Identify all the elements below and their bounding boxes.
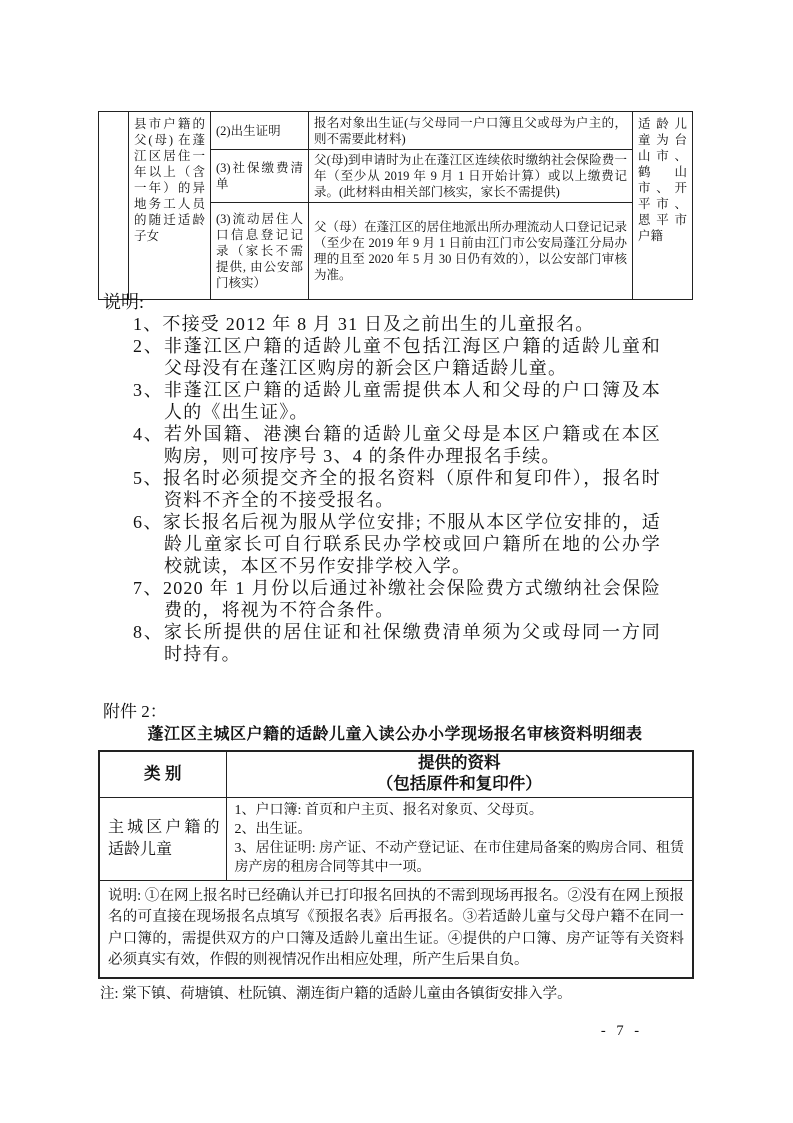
requirement-cell: 报名对象出生证(与父母同一户口簿且父或母为户主的，则不需要此材料) xyxy=(309,112,633,150)
note-item: 7、2020 年 1 月份以后通过补缴社会保险费方式缴纳社会保险费的，将视为不符合条件。 xyxy=(133,578,661,620)
footnote: 注: 棠下镇、荷塘镇、杜阮镇、潮连街户籍的适龄儿童由各镇街安排入学。 xyxy=(100,985,572,1002)
materials-header-line1: 提供的资料 xyxy=(418,754,501,773)
requirement-cell: 父(母)到申请时为止在蓬江区连续依时缴纳社会保险费一年（至少从 2019 年 9 月 1 日开始计算）或以上缴费记录。(此材料由相关部门核实，家长不需提供) xyxy=(309,150,633,203)
material-item: 1、户口簿: 首页和户主页、报名对象页、父母页。 xyxy=(234,802,543,818)
note-item: 1、不接受 2012 年 8 月 31 日及之前出生的儿童报名。 xyxy=(133,314,595,334)
attachment-section xyxy=(98,701,692,1004)
note-item: 4、若外国籍、港澳台籍的适龄儿童父母是本区户籍或在本区购房，则可按序号 3、4 的条件办理报名手续。 xyxy=(133,424,661,466)
material-cell: (2)出生证明 xyxy=(211,112,309,150)
note-item: 8、家长所提供的居住证和社保缴费清单须为父或母同一方同时持有。 xyxy=(133,622,661,664)
materials-header-cell xyxy=(226,751,693,797)
notes-section xyxy=(103,291,665,665)
note-item: 5、报名时必须提交齐全的报名资料（原件和复印件），报名时资料不齐全的不接受报名。 xyxy=(133,468,661,510)
requirement-cell: 父（母）在蓬江区的居住地派出所办理流动人口登记记录（至少在 2019 年 9 月 1 日前由江门市公安局蓬江分局办理的且至 2020 年 5 月 30 日仍有效的），以公安部门审核为准。 xyxy=(309,203,633,300)
notes-heading: 说明: xyxy=(103,292,145,312)
materials-list-cell xyxy=(226,797,693,880)
materials-header-line2: （包括原件和复印件） xyxy=(376,775,542,794)
note-item: 3、非蓬江区户籍的适龄儿童需提供本人和父母的户口簿及本人的《出生证》。 xyxy=(133,380,661,422)
audit-table xyxy=(98,750,694,979)
table-note-cell: 说明: ①在网上报名时已经确认并已打印报名回执的不需到现场再报名。②没有在网上预报名的可直接在现场报名点填写《预报名表》后再报名。③若适龄儿童与父母户籍不在同一户口簿的，需提供双方的户口簿及适龄儿童出生证。④提供的户口簿、房产证等有关资料必须真实有效，作假的则视情况作出相应处理，所产生后果自负。 xyxy=(99,880,693,978)
attachment-table-title: 蓬江区主城区户籍的适龄儿童入读公办小学现场报名审核资料明细表 xyxy=(147,726,643,743)
scope-note-cell: 适龄儿童为台山市、鹤山市、开平市、恩平市户籍 xyxy=(633,112,693,300)
notes-list xyxy=(133,313,661,665)
material-cell: (3)流动居住人口信息登记记录（家长不需提供, 由公安部门核实） xyxy=(211,203,309,300)
note-item: 2、非蓬江区户籍的适龄儿童不包括江海区户籍的适龄儿童和父母没有在蓬江区购房的新会区户籍适龄儿童。 xyxy=(133,336,661,378)
material-item: 3、居住证明: 房产证、不动产登记证、在市住建局备案的购房合同、租赁房产房的租房合同等其中一项。 xyxy=(234,840,684,875)
continuation-table xyxy=(98,111,693,300)
serial-number-cell-empty xyxy=(99,112,129,300)
category-value-cell: 主城区户籍的适龄儿童 xyxy=(99,797,226,880)
category-header-cell: 类 别 xyxy=(99,751,226,797)
attachment-label: 附件 2： xyxy=(103,702,167,721)
note-item: 6、家长报名后视为服从学位安排; 不服从本区学位安排的，适龄儿童家长可自行联系民办学校或回户籍所在地的公办学校就读，本区不另作安排学校入学。 xyxy=(133,512,661,576)
material-cell: (3)社保缴费清单 xyxy=(211,150,309,203)
material-item: 2、出生证。 xyxy=(234,821,312,837)
applicant-category-cell: 县市户籍的父(母) 在蓬江区居住一年以上（含一年）的异地务工人员的随迁适龄子女 xyxy=(129,112,211,300)
page-number: - 7 - xyxy=(600,1023,640,1039)
